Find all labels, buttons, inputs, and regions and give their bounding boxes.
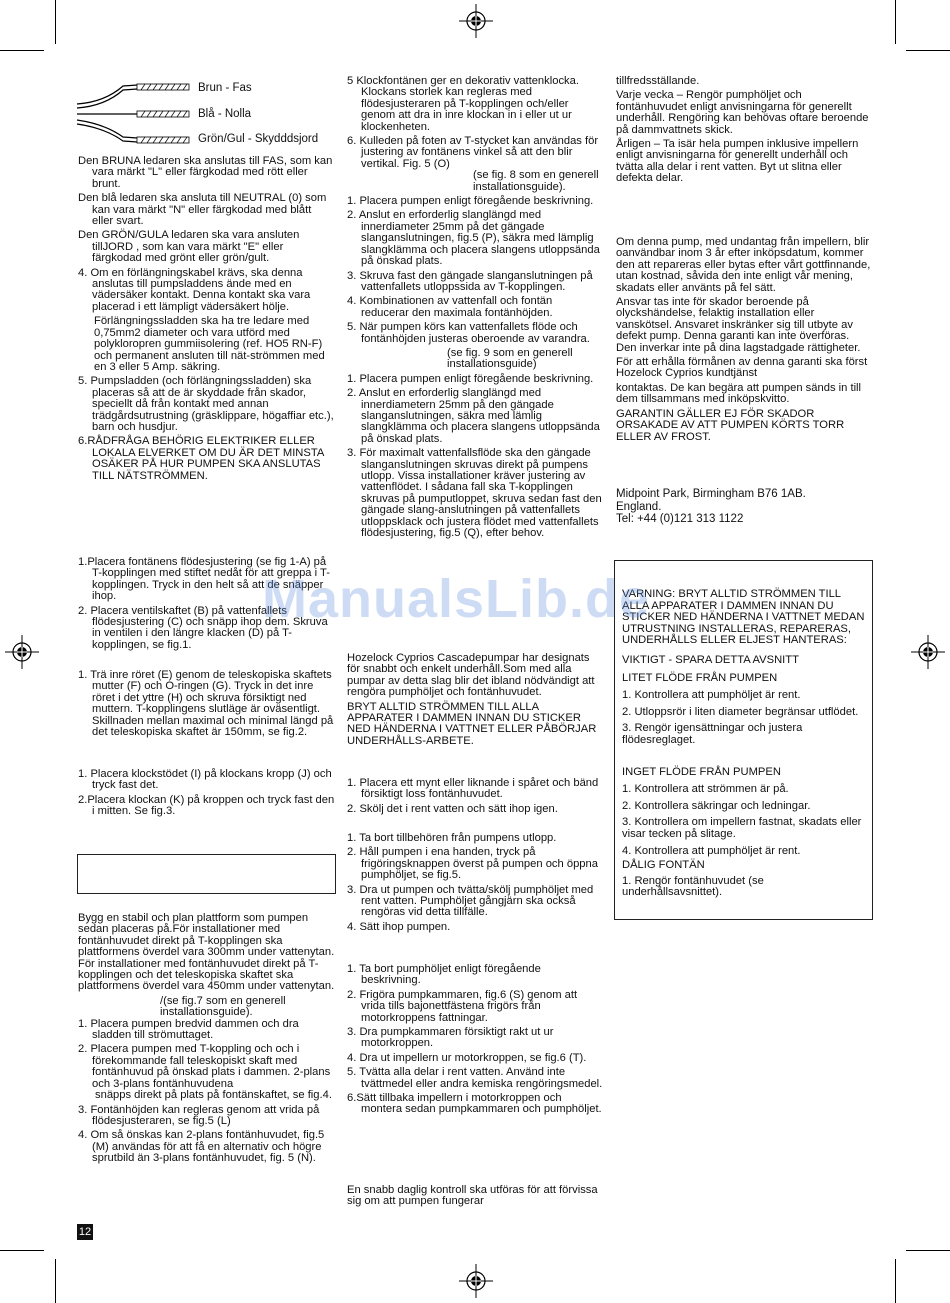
crop-mark [895,0,896,44]
list-item: 3. Dra pumpkammaren försiktigt rakt ut ur motorkroppen. [347,1026,554,1050]
paragraph: tillfredsställande. [616,75,700,87]
column-1 [78,156,335,485]
paragraph: (se fig. 9 som en generell installationsguide) [447,346,573,371]
list-item: 4. Om en förlängningskabel krävs, ska denna anslutas till pumpsladdens ände med en vädersäker kontakt. Denna kontakt ska vara placerad i ett lämpligt vädersäkert hölje. [78,266,311,313]
list-item: 1. Trä inre röret (E) genom de teleskopiska skaftets mutter (F) och O-ringen (G). Tryck in det inre röret i det yttre (H) och skruva försiktigt ned muttern. T-kopplingens slutläge är oväsentligt. Skillnaden mellan maximal och minimal längd på det teleskopiska skaftet är 150mm, se fig.2. [78,669,334,739]
list-item: 2. Anslut en erforderlig slanglängd med innerdiameter 25mm på det gängade slanganslutningen, fig.5 (P), säkra med lämplig slangklämma och placera slangens utloppsända på önskad plats. [347,209,600,268]
list-item: 3. Rengör igensättningar och justera flödesreglaget. [622,722,803,746]
list-item: 2. Kontrollera säkringar och ledningar. [622,799,811,812]
paragraph: En snabb daglig kontroll ska utföras för att förvissa sig om att pumpen fungerar [347,1184,598,1208]
watermark: ManualsLib.de [262,569,651,629]
paragraph: Årligen – Ta isär hela pumpen inklusive impellern enligt anvisningarna för generellt underhåll och tvätta alla delar i rent vatten. Byt ut slitna eller defekta delar. [616,138,859,185]
list-item: 3. Kontrollera om impellern fastnat, skadats eller visar tecken på slitage. [622,816,862,840]
paragraph: GARANTIN GÄLLER EJ FÖR SKADOR ORSAKADE AV ATT PUMPEN KÖRTS TORR ELLER AV FROST. [616,407,845,443]
list-item: 6. Kulleden på foten av T-stycket kan användas för justering av fontänens vinkel så att den blir vertikal. Fig. 5 (O) [347,135,599,170]
section-heading: LITET FLÖDE FRÅN PUMPEN [622,671,778,684]
crop-mark [55,1259,56,1303]
list-item: 1. Ta bort pumphöljet enligt föregående beskrivning. [347,963,541,987]
list-item: 4. Kontrollera att pumphöljet är rent. [622,844,801,857]
troubleshooting-content [622,589,866,902]
wire-label-brown: Brun - Fas [198,82,252,94]
list-item: 1. Kontrollera att strömmen är på. [622,783,789,796]
paragraph: Förlängningssladden ska ha tre ledare med 0,75mm2 diameter och vara utförd med polykloropren gummiisolering (ref. HO5 RN-F) och permanent ansluten till nät-strömmen med en 3 eller 5 Amp. säkring. [94,315,325,373]
list-item: 1. Placera pumpen enligt föregående beskrivning. [347,372,594,385]
crop-mark [0,50,44,51]
column-2-housing [347,833,603,936]
paragraph: (se fig. 8 som en generell installationsguide). [473,169,599,193]
column-2-fountain-head [347,778,603,818]
paragraph: Varje vecka – Rengör pumphöljet och fontänhuvudet enligt anvisningarna för generellt underhåll. Rengöring kan behövas oftare beroende på dammvattnets skick. [616,89,869,136]
paragraph: BRYT ALLTID STRÖMMEN TILL ALLA APPARATER I DAMMEN INNAN DU STICKER NED HÄNDERNA I VATTNET ELLER PÅBÖRJAR UNDERHÅLLS-ARBETE. [347,700,597,747]
address-block [616,488,872,526]
paragraph: För att erhålla förmånen av denna garanti ska först Hozelock Cyprios kundtjänst [616,356,868,380]
list-item: 6.RÅDFRÅGA BEHÖRIG ELEKTRIKER ELLER LOKALA ELVERKET OM DU ÄR DET MINSTA OSÄKER PÅ HUR PUMPEN SKA ANSLUTAS TILL NÄTSTRÖMMEN. [78,435,324,482]
address-line: Midpoint Park, Birmingham B76 1AB. [616,488,806,500]
column-1-bell [78,769,335,821]
paragraph: Hozelock Cyprios Cascadepumpar har designats för snabbt och enkelt underhåll.Som med alla pumpar av detta slag blir det ibland nödvändigt att rengöra pumphöljet och fontänhuvudet. [347,652,595,699]
list-item: 1.Placera fontänens flödesjustering (se fig 1-A) på T-kopplingen med stiftet nedåt för att greppa i T-kopplingen. Tryck in den helt så att de snäpper ihop. [78,556,330,603]
paragraph: kontaktas. De kan begära att pumpen sänds in till dem tillsammans med inköpskvitto. [616,381,862,406]
section-heading: DÅLIG FONTÄN [622,859,705,872]
list-item: 4. Dra ut impellern ur motorkroppen, se fig.6 (T). [347,1051,587,1064]
list-item: 3. Dra ut pumpen och tvätta/skölj pumphöljet med rent vatten. Pumphöljet gångjärn ska också rengöras vid detta tillfälle. [347,883,594,919]
paragraph: Ansvar tas inte för skador beroende på olyckshändelse, felaktig installation eller vanskötsel. Ansvaret inskränker sig till utbyte av defekt pump. Denna garanti kan inte överföras. Den inverkar inte på dina lagstadgade rättigheter. [616,296,861,354]
warning-text: VARNING: BRYT ALLTID STRÖMMEN TILL ALLA APPARATER I DAMMEN INNAN DU STICKER NED HÄNDERNA I VATTNET MEDAN UTRUSTNING INSTALLERAS, REPARERAS, UNDERHÅLLS ELLER ELJEST HANTERAS: [622,588,865,647]
section-heading: INGET FLÖDE FRÅN PUMPEN [622,765,781,778]
list-item: 2. Placera pumpen med T-koppling och och i förekommande fall teleskopiskt skaft med fontänhuvud på önskad plats i dammen. 2-plans och 3-plans fontänhuvudena [78,1043,331,1090]
address-line: England. [616,500,662,513]
crop-mark [0,1250,44,1251]
wire-diagram-icon [75,80,195,146]
wire-label-blue: Blå - Nolla [198,108,252,120]
crop-mark [55,0,56,44]
list-item: 2. Håll pumpen i ena handen, tryck på frigöringsknappen överst på pumpen och öppna pumphöljet, se fig.5. [347,846,598,882]
troubleshooting-box [614,560,873,920]
address-line: Tel: +44 (0)121 313 1122 [616,513,744,525]
list-item: 2.Placera klockan (K) på kroppen och tryck fast den i mitten. Se fig.3. [78,793,335,818]
column-3-guarantee [616,237,872,446]
list-item: 2. Frigöra pumpkammaren, fig.6 (S) genom att vrida tills bajonettfästena frigörs från motorkroppens fattningar. [347,988,578,1024]
crop-mark [895,1259,896,1303]
list-item: 3. För maximalt vattenfallsflöde ska den gängade slanganslutningen skruvas direkt på pumpens utlopp. Vissa installationer kräver justering av vattenflödet. I sådana fall ska T-kopplingen skruvas på pumputloppet, skruva sedan fast den gängade slang-anslutningen på vattenfallets utloppsklack och justera flödet med vattenfallets flödesjustering, fig.5 (Q), efter behov. [347,447,602,540]
list-item: 2. Utloppsrör i liten diameter begränsar utflödet. [622,705,859,718]
registration-mark-icon [459,4,493,38]
crop-mark [906,1250,950,1251]
wire-label-green: Grön/Gul - Skydddsjord [198,133,319,145]
list-item: 1. Placera ett mynt eller liknande i spåret och bänd försiktigt loss fontänhuvudet. [347,777,599,801]
list-item: 1. Rengör fontänhuvudet (se underhållsavsnittet). [622,874,764,899]
paragraph: snäpps direkt på plats på fontänskaftet, se fig.4. [95,1089,332,1102]
list-item: 3. Skruva fast den gängade slanganslutningen på vattenfallets utloppssida av T-kopplingen. [347,269,593,293]
column-2-impeller [347,964,603,1119]
paragraph: Bygg en stabil och plan plattform som pumpen sedan placeras på.För installationer med fontänhuvudet direkt på T-kopplingen ska plattformens överdel vara 300mm under vattenytan. För installationer med fontänhuvudet direkt på T-kopplingen och det teleskopiska skaftet ska plattformens överdel vara 450mm under vattenytan. [78,912,335,993]
column-2-daily [347,1185,603,1211]
list-item: 1. Ta bort tillbehören från pumpens utlopp. [347,832,557,844]
list-item: 5. Tvätta alla delar i rent vatten. Använd inte tvättmedel eller andra kemiska rengöringsmedel. [347,1066,603,1090]
list-item: 4. Sätt ihop pumpen. [347,920,451,933]
section-heading: VIKTIGT - SPARA DETTA AVSNITT [622,653,799,666]
list-item: 1. Placera pumpen enligt föregående beskrivning. [347,195,594,208]
list-item: 5. När pumpen körs kan vattenfallets flöde och fontänhöjden justeras oberoende av varandra. [347,321,590,345]
list-item: 4. Om så önskas kan 2-plans fontänhuvudet, fig.5 (M) användas för att få en alternativ och högre sprutbild än 3-plans fontänhuvudet, fig. 5 (N). [78,1129,325,1165]
list-item: 2. Placera ventilskaftet (B) på vattenfallets flödesjustering (C) och snäpp ihop dem. Skruva in ventilen i den längre klacken (D) på T-kopplingen, se fig.1. [78,604,328,651]
empty-heading-box [77,854,336,894]
list-item: 5 Klockfontänen ger en dekorativ vattenklocka. Klockans storlek kan regleras med flödesjusteraren på T-kopplingen och/eller genom att dra in inre klockan in i eller ut ur klockenheten. [347,75,579,133]
list-item: 2. Skölj det i rent vatten och sätt ihop igen. [347,802,558,815]
registration-mark-icon [911,635,945,669]
list-item: 3. Fontänhöjden kan regleras genom att vrida på flödesjusteraren, se fig.5 (L) [78,1103,320,1127]
paragraph: /(se fig.7 som en generell installationsguide). [160,994,286,1019]
column-1-telescope [78,670,335,741]
list-item: 6.Sätt tillbaka impellern i motorkroppen och montera sedan pumpkammaren och pumphöljet. [347,1092,602,1116]
paragraph: Den GRÖN/GULA ledaren ska vara ansluten tillJORD , som kan vara märkt "E" eller färgkodad med grönt eller grön/gult. [78,229,300,265]
paragraph: Den BRUNA ledaren ska anslutas till FAS, som kan vara märkt "L" eller färgkodad med rött eller brunt. [78,155,333,190]
column-3 [616,76,872,188]
list-item: 1. Kontrollera att pumphöljet är rent. [622,689,801,702]
paragraph: Om denna pump, med undantag från impellern, blir oanvändbar inom 3 år efter inköpsdatum, kommer den att repareras eller bytas efter vårt gottfinnande, utan kostnad, såvida den inte enligt vår mening, skadats eller använts på fel sätt. [616,236,871,294]
registration-mark-icon [5,635,39,669]
paragraph: Den blå ledaren ska ansluta till NEUTRAL (0) som kan vara märkt "N" eller färgkodad med blått eller svart. [78,192,327,228]
list-item: 1. Placera pumpen bredvid dammen och dra sladden till strömuttaget. [78,1017,299,1042]
list-item: 1. Placera klockstödet (I) på klockans kropp (J) och tryck fast det. [78,768,332,792]
crop-mark [906,50,950,51]
page-number: 12 [78,1226,92,1238]
list-item: 2. Anslut en erforderlig slanglängd med innerdiametern 25mm på den gängade slanganslutningen, säkra med lämlig slangklämma och placera slangens utloppsända på önskad plats. [347,387,600,445]
column-2 [347,76,603,542]
list-item: 5. Pumpsladden (och förlängningssladden) ska placeras så att de är skyddade från skador, speciellt då från kontakt med annan trädgårdsutrustning (gräsklippare, högaffiar etc.), barn och husdjur. [78,375,334,433]
list-item: 4. Kombinationen av vattenfall och fontän reducerar den maximala fontänhöjden. [347,295,553,319]
column-1-install [78,913,335,1168]
column-2-maintenance [347,653,603,750]
registration-mark-icon [459,1264,493,1298]
